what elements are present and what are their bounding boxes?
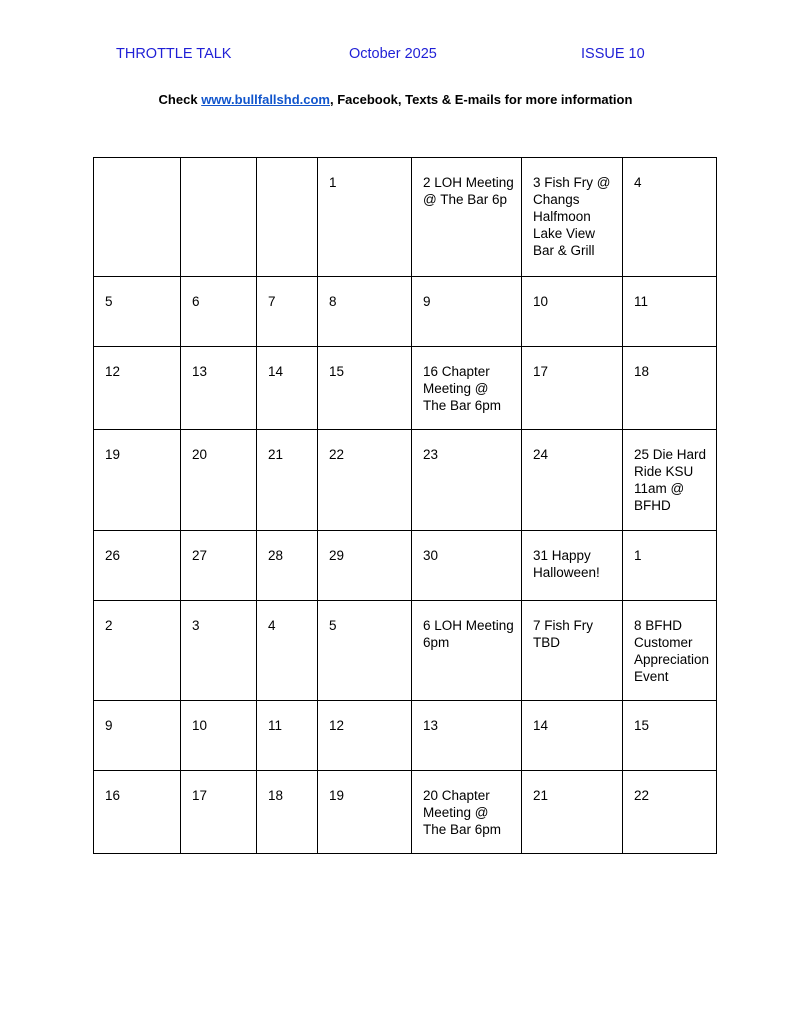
- calendar-day-text: 2: [105, 618, 113, 633]
- calendar-day-text: 12: [329, 718, 345, 733]
- calendar-day-cell: [522, 701, 623, 771]
- calendar-day-cell: [412, 771, 522, 854]
- calendar-day-text: 11: [634, 294, 649, 309]
- info-prefix: Check: [158, 92, 202, 107]
- calendar-day-cell: [181, 601, 257, 701]
- calendar-day-text: 15: [634, 718, 650, 733]
- calendar-day-cell: [257, 701, 318, 771]
- calendar-day-text: 24: [533, 447, 549, 462]
- calendar-day-cell: [181, 701, 257, 771]
- calendar-day-text: 8 BFHD Customer Appreciation Event: [634, 618, 710, 684]
- calendar-day-cell: [522, 158, 623, 277]
- calendar-day-text: 8: [329, 294, 337, 309]
- calendar-day-text: 30: [423, 548, 439, 563]
- calendar-day-cell: [522, 531, 623, 601]
- calendar-day-text: 4: [634, 175, 642, 190]
- calendar-day-text: 22: [329, 447, 345, 462]
- calendar-day-text: 1: [329, 175, 337, 190]
- calendar-day-text: 11: [268, 718, 283, 733]
- calendar-day-cell: [94, 531, 181, 601]
- calendar-day-cell: [623, 701, 717, 771]
- calendar-day-cell: [412, 601, 522, 701]
- calendar-day-text: 1: [634, 548, 642, 563]
- calendar-day-text: 10: [533, 294, 549, 309]
- calendar-day-text: 6 LOH Meeting 6pm: [423, 618, 514, 650]
- calendar-day-text: 9: [105, 718, 113, 733]
- calendar-day-cell: [94, 701, 181, 771]
- calendar-day-cell: [94, 771, 181, 854]
- calendar-day-cell: [522, 277, 623, 347]
- calendar-day-text: 5: [329, 618, 337, 633]
- calendar-day-text: 18: [634, 364, 650, 379]
- calendar-day-text: 17: [533, 364, 549, 379]
- calendar-day-text: 27: [192, 548, 208, 563]
- calendar-day-cell: [257, 430, 318, 531]
- calendar-day-text: 26: [105, 548, 121, 563]
- calendar-day-text: 7: [268, 294, 276, 309]
- calendar-day-cell: [623, 158, 717, 277]
- calendar-day-cell: [522, 430, 623, 531]
- calendar-day-cell: [94, 601, 181, 701]
- calendar-day-cell: [623, 277, 717, 347]
- info-suffix: , Facebook, Texts & E-mails for more information: [330, 92, 633, 107]
- calendar-day-cell: [257, 531, 318, 601]
- calendar-day-cell: [181, 531, 257, 601]
- calendar-day-text: 18: [268, 788, 284, 803]
- calendar-day-cell: [623, 531, 717, 601]
- calendar-day-text: 21: [533, 788, 549, 803]
- calendar-day-cell: [94, 347, 181, 430]
- calendar-day-text: 4: [268, 618, 276, 633]
- calendar-day-cell: [94, 277, 181, 347]
- calendar-day-text: 3 Fish Fry @ Changs Halfmoon Lake View Bar & Grill: [533, 175, 611, 258]
- calendar-day-cell: [522, 771, 623, 854]
- calendar-day-cell: [181, 430, 257, 531]
- calendar-day-cell: [94, 430, 181, 531]
- calendar-day-cell: [318, 277, 412, 347]
- calendar-day-cell: [412, 277, 522, 347]
- calendar-day-cell: [318, 771, 412, 854]
- calendar-day-text: 31 Happy Halloween!: [533, 548, 600, 580]
- calendar-day-text: 29: [329, 548, 345, 563]
- calendar-week-row: [94, 158, 717, 277]
- calendar-day-text: 6: [192, 294, 200, 309]
- website-link[interactable]: www.bullfallshd.com: [201, 92, 330, 107]
- calendar-week-row: [94, 347, 717, 430]
- calendar-day-text: 14: [533, 718, 549, 733]
- calendar-day-text: 23: [423, 447, 439, 462]
- calendar-day-cell: [318, 347, 412, 430]
- calendar-day-text: 15: [329, 364, 345, 379]
- calendar-day-text: 7 Fish Fry TBD: [533, 618, 594, 650]
- calendar-day-text: 20 Chapter Meeting @ The Bar 6pm: [423, 788, 502, 837]
- calendar-day-cell: [181, 277, 257, 347]
- calendar-week-row: [94, 771, 717, 854]
- calendar-day-cell: [623, 347, 717, 430]
- calendar-day-cell: [257, 277, 318, 347]
- calendar-day-text: 16 Chapter Meeting @ The Bar 6pm: [423, 364, 502, 413]
- calendar-day-text: 3: [192, 618, 200, 633]
- calendar-day-text: 5: [105, 294, 113, 309]
- calendar-day-text: 17: [192, 788, 208, 803]
- newsletter-title: THROTTLE TALK: [116, 46, 232, 62]
- calendar-day-cell: [257, 158, 318, 277]
- calendar-day-text: 19: [329, 788, 345, 803]
- newsletter-issue: ISSUE 10: [581, 46, 645, 62]
- calendar-day-text: 16: [105, 788, 121, 803]
- calendar-day-text: 9: [423, 294, 431, 309]
- calendar-day-text: 2 LOH Meeting @ The Bar 6p: [423, 175, 514, 207]
- calendar-day-cell: [412, 347, 522, 430]
- calendar-day-text: 28: [268, 548, 284, 563]
- calendar-day-text: 22: [634, 788, 650, 803]
- calendar-day-cell: [318, 158, 412, 277]
- calendar-day-cell: [318, 701, 412, 771]
- calendar-week-row: [94, 701, 717, 771]
- calendar-day-cell: [181, 158, 257, 277]
- calendar-body: [94, 158, 717, 854]
- calendar-day-text: 12: [105, 364, 121, 379]
- calendar-day-cell: [181, 347, 257, 430]
- calendar-day-cell: [318, 601, 412, 701]
- calendar-day-cell: [412, 430, 522, 531]
- calendar-day-text: 25 Die Hard Ride KSU 11am @ BFHD: [634, 447, 707, 513]
- calendar-day-text: 13: [423, 718, 439, 733]
- calendar-day-cell: [623, 430, 717, 531]
- calendar-table: [93, 157, 717, 854]
- calendar-day-text: 19: [105, 447, 121, 462]
- calendar-day-cell: [257, 347, 318, 430]
- calendar-day-cell: [522, 347, 623, 430]
- calendar-day-cell: [623, 601, 717, 701]
- calendar-week-row: [94, 277, 717, 347]
- calendar-day-text: 21: [268, 447, 284, 462]
- info-line: [0, 92, 791, 107]
- calendar-week-row: [94, 430, 717, 531]
- calendar-day-cell: [257, 601, 318, 701]
- calendar-day-text: 14: [268, 364, 284, 379]
- calendar-week-row: [94, 601, 717, 701]
- calendar-week-row: [94, 531, 717, 601]
- calendar-day-cell: [181, 771, 257, 854]
- calendar-day-text: 13: [192, 364, 208, 379]
- calendar-day-cell: [412, 531, 522, 601]
- calendar-day-cell: [522, 601, 623, 701]
- calendar-day-text: 20: [192, 447, 208, 462]
- calendar-day-cell: [412, 701, 522, 771]
- calendar-day-cell: [257, 771, 318, 854]
- newsletter-date: October 2025: [349, 46, 437, 62]
- calendar-day-cell: [318, 531, 412, 601]
- calendar-day-text: 10: [192, 718, 208, 733]
- calendar-day-cell: [94, 158, 181, 277]
- calendar-day-cell: [623, 771, 717, 854]
- calendar-day-cell: [412, 158, 522, 277]
- calendar-day-cell: [318, 430, 412, 531]
